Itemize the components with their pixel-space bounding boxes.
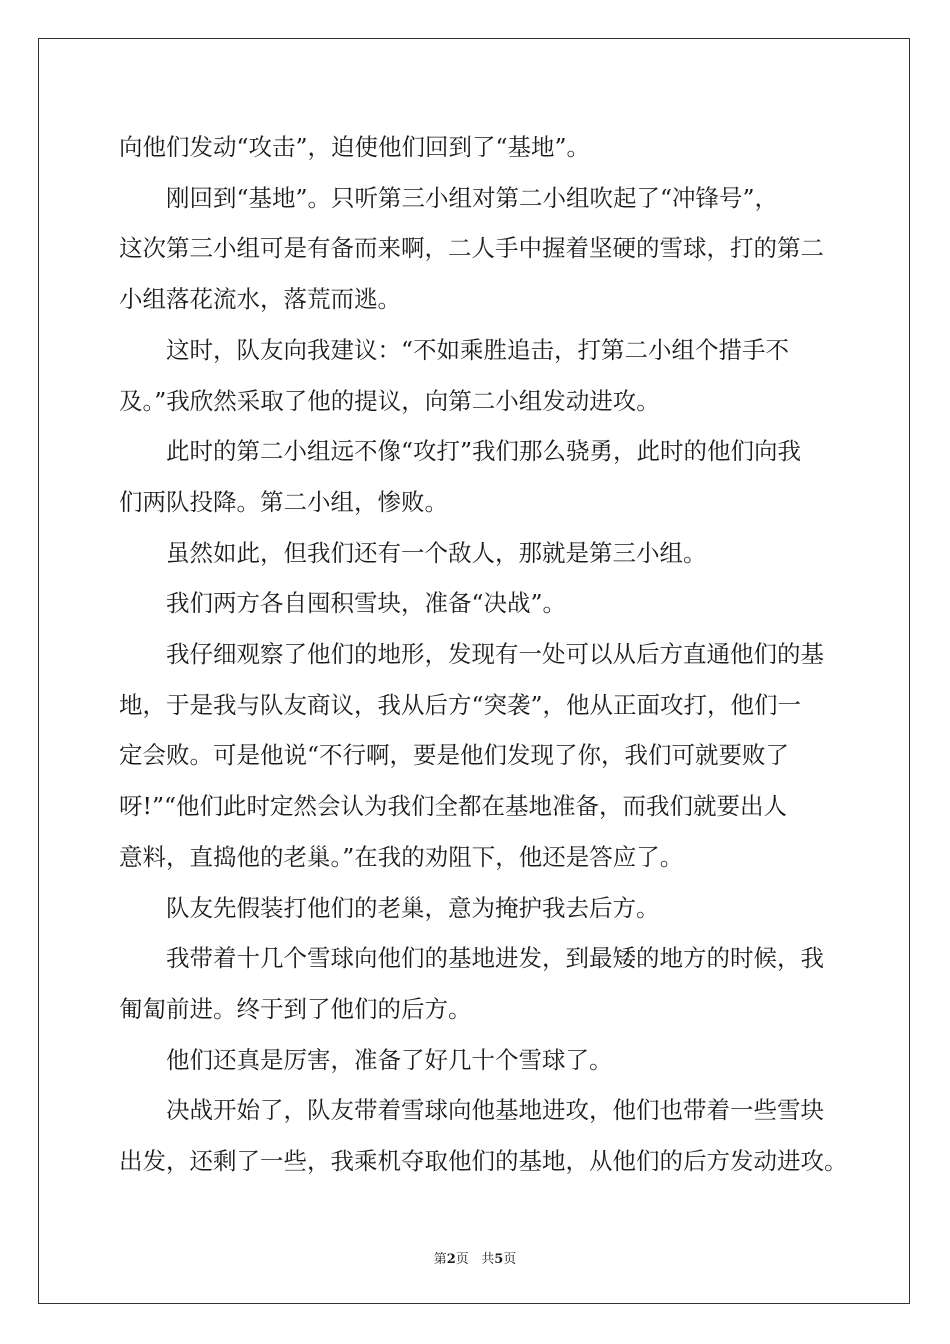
text-line: 定会败。可是他说“不行啊，要是他们发现了你，我们可就要败了 xyxy=(119,741,790,770)
text-line: 出发，还剩了一些，我乘机夺取他们的基地，从他们的后方发动进攻。 xyxy=(119,1147,848,1175)
text-line: 我们两方各自囤积雪块，准备“决战”。 xyxy=(166,589,567,618)
text-line: 我仔细观察了他们的地形，发现有一处可以从后方直通他们的基 xyxy=(166,640,824,668)
text-line: 地，于是我与队友商议，我从后方“突袭”，他从正面攻打，他们一 xyxy=(119,690,802,719)
text-line: 及。”我欣然采取了他的提议，向第二小组发动进攻。 xyxy=(119,386,660,415)
text-line: 匍匐前进。终于到了他们的后方。 xyxy=(119,994,472,1023)
text-line: 此时的第二小组远不像“攻打”我们那么骁勇，此时的他们向我 xyxy=(166,437,802,466)
current-page-number: 2 xyxy=(446,1252,456,1267)
text-line: 队友先假装打他们的老巢，意为掩护我去后方。 xyxy=(166,893,660,922)
text-line: 虽然如此，但我们还有一个敌人，那就是第三小组。 xyxy=(166,538,707,567)
text-line: 我带着十几个雪球向他们的基地进发，到最矮的地方的时候，我 xyxy=(166,944,824,973)
text-line: 这次第三小组可是有备而来啊，二人手中握着坚硬的雪球，打的第二 xyxy=(119,234,824,263)
text-line: 向他们发动“攻击”，迫使他们回到了“基地”。 xyxy=(119,133,591,161)
page-footer xyxy=(0,1248,950,1267)
total-label-suffix: 页 xyxy=(503,1252,517,1267)
text-line: 意料，直捣他的老巢。”在我的劝阻下，他还是答应了。 xyxy=(119,842,684,871)
text-line: 们两队投降。第二小组，惨败。 xyxy=(119,487,448,516)
text-line: 刚回到“基地”。只听第三小组对第二小组吹起了“冲锋号”， xyxy=(166,183,779,212)
text-line: 小组落花流水，落荒而逃。 xyxy=(119,285,401,314)
page-label-prefix: 第 xyxy=(433,1252,447,1267)
total-label-prefix: 共 xyxy=(481,1252,495,1267)
total-page-number: 5 xyxy=(494,1252,504,1267)
text-line: 呀!”“他们此时定然会认为我们全都在基地准备，而我们就要出人 xyxy=(119,792,787,821)
text-line: 他们还真是厉害，准备了好几十个雪球了。 xyxy=(166,1045,613,1074)
text-line: 这时，队友向我建议：“不如乘胜追击，打第二小组个措手不 xyxy=(166,335,790,364)
page-label-mid: 页 xyxy=(455,1252,469,1267)
text-line: 决战开始了，队友带着雪球向他基地进攻，他们也带着一些雪块 xyxy=(166,1096,824,1125)
